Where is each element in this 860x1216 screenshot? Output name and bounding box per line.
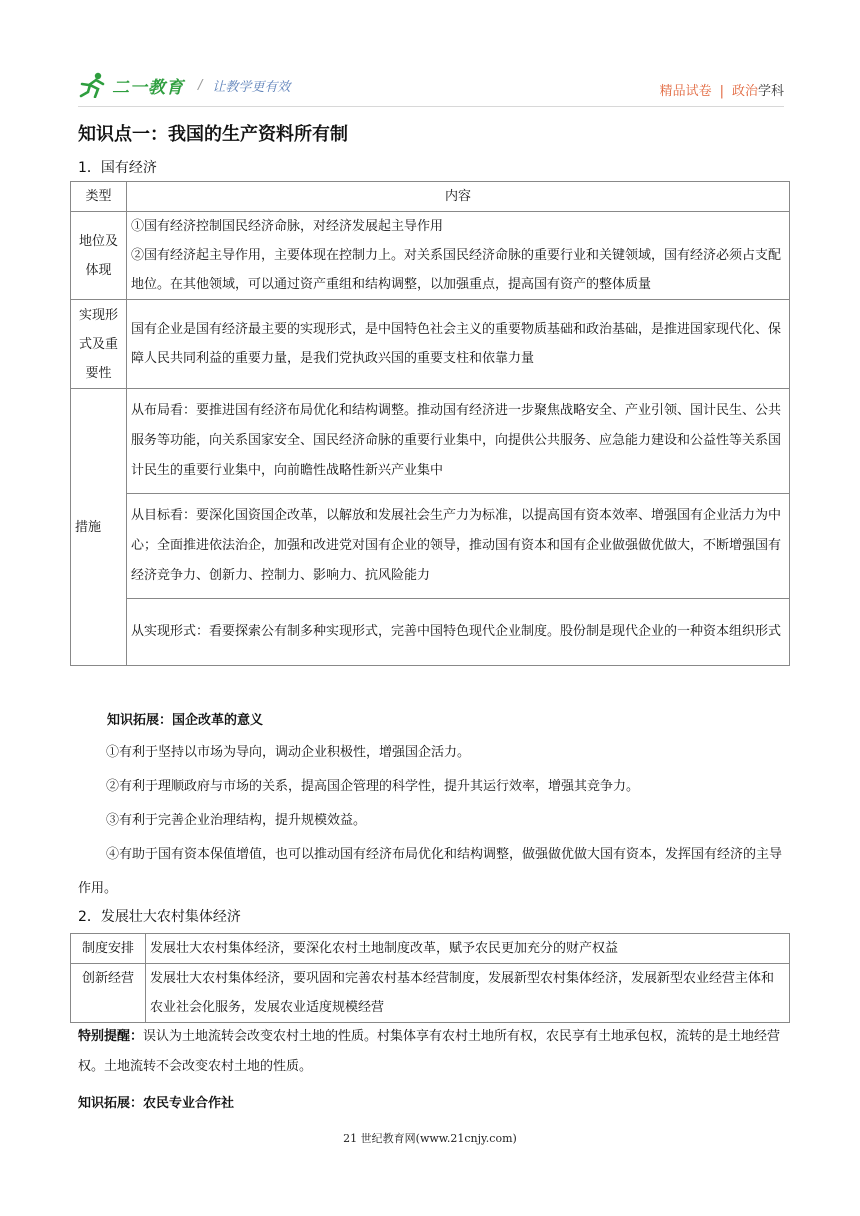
header-right [660, 80, 784, 99]
state-economy-table [70, 181, 790, 666]
status-line-1: ①国有经济控制国民经济命脉，对经济发展起主导作用 [131, 219, 444, 234]
slogan-separator: / [198, 77, 203, 93]
extension-item-4: ④有助于国有资本保值增值，也可以推动国有经济布局优化和结构调整，做强做优做大国有资本，发挥国有经济的主导作用。 [78, 847, 783, 896]
extension-item-3: ③有利于完善企业治理结构，提升规模效益。 [106, 813, 367, 828]
extension-title-1: 知识拓展：国企改革的意义 [107, 713, 264, 728]
table-row [71, 212, 790, 300]
logo [78, 72, 290, 98]
table-header-row [71, 182, 790, 212]
page-footer: 21 世纪教育网(www.21cnjy.com) [343, 1132, 517, 1145]
header-type-cell: 类型 [71, 182, 127, 212]
special-reminder [78, 1022, 786, 1082]
runner-logo-icon [78, 72, 108, 98]
extension-item-1: ①有利于坚持以市场为导向，调动企业积极性，增强国企活力。 [106, 745, 471, 760]
table-row [71, 934, 790, 964]
row-content-form: 国有企业是国有经济最主要的实现形式，是中国特色社会主义的重要物质基础和政治基础，是推进国家现代化、保障人民共同利益的重要力量，是我们党执政兴国的重要支柱和依靠力量 [127, 300, 790, 389]
extension-title-2: 知识拓展：农民专业合作社 [78, 1096, 235, 1111]
measure-form: 从实现形式：看要探索公有制多种实现形式，完善中国特色现代企业制度。股份制是现代企业的一种资本组织形式 [127, 599, 790, 666]
table-row [71, 964, 790, 1023]
measure-goal: 从目标看：要深化国资国企改革，以解放和发展社会生产力为标准，以提高国有资本效率、增强国有企业活力为中心；全面推进依法治企，加强和改进党对国有企业的领导，推动国有资本和国有企业做强做优做大，不断增强国有经济竞争力、创新力、控制力、影响力、抗风险能力 [127, 494, 790, 599]
reminder-text: 误认为土地流转会改变农村土地的性质。村集体享有农村土地所有权，农民享有土地承包权，流转的是土地经营权。土地流转不会改变农村土地的性质。 [78, 1029, 781, 1074]
row-type-system: 制度安排 [71, 934, 146, 964]
page-header [78, 66, 784, 107]
measure-layout: 从布局看：要推进国有经济布局优化和结构调整。推动国有经济进一步聚焦战略安全、产业引领、国计民生、公共服务等功能，向关系国家安全、国民经济命脉的重要行业集中，向提供公共服务、应急能力建设和公益性等关系国计民生的重要行业集中，向前瞻性战略性新兴产业集中 [127, 389, 790, 494]
row-content-status [127, 212, 790, 300]
table-row [71, 494, 790, 599]
table-row [71, 599, 790, 666]
header-divider: | [719, 84, 724, 99]
table-row [71, 300, 790, 389]
header-label-discipline: 学科 [757, 84, 784, 99]
collective-economy-table [70, 933, 790, 1023]
row-content-system: 发展壮大农村集体经济，要深化农村土地制度改革，赋予农民更加充分的财产权益 [146, 934, 790, 964]
row-content-innovation: 发展壮大农村集体经济，要巩固和完善农村基本经营制度，发展新型农村集体经济，发展新型农业经营主体和农业社会化服务，发展农业适度规模经营 [146, 964, 790, 1023]
header-label-subject: 政治 [731, 84, 758, 99]
header-label-premium: 精品试卷 [659, 84, 712, 99]
row-type-measures: 措施 [71, 389, 127, 666]
extension-item-2: ②有利于理顺政府与市场的关系，提高国企管理的科学性，提升其运行效率，增强其竞争力。 [106, 779, 640, 794]
row-type-innovation: 创新经营 [71, 964, 146, 1023]
page-title: 知识点一：我国的生产资料所有制 [78, 124, 348, 145]
status-line-2: ②国有经济起主导作用，主要体现在控制力上。对关系国民经济命脉的重要行业和关键领域，国有经济必须占支配地位。在其他领域，可以通过资产重组和结构调整，以加强重点，提高国有资产的整体质量 [131, 248, 782, 292]
reminder-label: 特别提醒： [78, 1029, 144, 1044]
table-row [71, 389, 790, 494]
logo-text: 二一教育 [112, 77, 184, 98]
section1-heading: 1．国有经济 [78, 160, 157, 176]
row-type-status: 地位及体现 [71, 212, 127, 300]
row-type-form: 实现形式及重要性 [71, 300, 127, 389]
header-content-cell: 内容 [127, 182, 790, 212]
section2-heading: 2．发展壮大农村集体经济 [78, 909, 241, 925]
slogan: 让教学更有效 [212, 79, 291, 95]
